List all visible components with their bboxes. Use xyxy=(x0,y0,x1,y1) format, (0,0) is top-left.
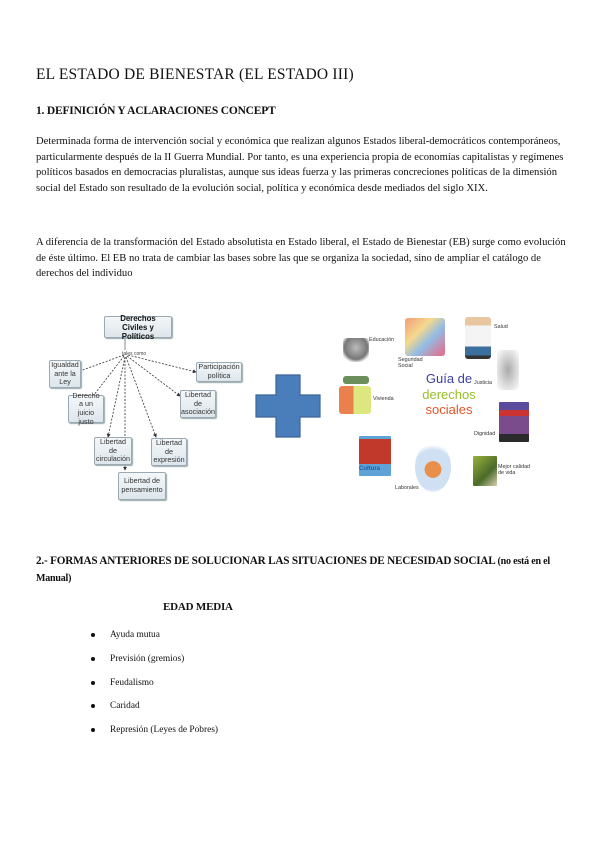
list-item-text: Ayuda mutua xyxy=(110,630,160,640)
section-2-heading xyxy=(36,553,566,587)
housing-illustration xyxy=(339,386,371,414)
justice-scales-illustration xyxy=(497,350,519,390)
bullet-icon xyxy=(91,681,95,685)
concept-node-participacion: Participación política xyxy=(196,362,242,382)
concept-node-circulacion: Libertad de circulación xyxy=(94,437,132,465)
labor-rights-illustration xyxy=(415,442,451,492)
guide-title-line-1: Guía de xyxy=(425,371,473,386)
family-illustration xyxy=(405,318,445,356)
list-item xyxy=(88,697,218,721)
label-seguridad-social: Seguridad Social xyxy=(398,357,423,370)
edad-media-subheading: EDAD MEDIA xyxy=(163,601,233,613)
doctor-illustration xyxy=(465,317,491,359)
label-vivienda: Vivienda xyxy=(373,396,394,402)
list-item xyxy=(88,626,218,650)
list-item xyxy=(88,674,218,698)
label-laborales: Laborales xyxy=(395,485,419,491)
bullet-icon xyxy=(91,704,95,708)
list-item-text: Caridad xyxy=(110,701,140,712)
dignity-poster-image xyxy=(499,402,529,442)
concept-node-pensamiento: Libertad de pensamiento xyxy=(118,472,166,500)
plus-icon xyxy=(255,374,321,438)
list-item-text: Previsión (gremios) xyxy=(110,653,185,664)
list-item-text: Feudalismo xyxy=(110,677,154,688)
concept-node-juicio-justo: Derecho a un juicio justo xyxy=(68,395,104,423)
education-illustration xyxy=(343,338,369,362)
comparison-paragraph: A diferencia de la transformación del Estado absolutista en Estado liberal, el Estado de Bienestar (EB) surge como evolución de éste último. El EB no trata de cambiar las bases sobre las que se organiza la sociedad, sino de ampliar el catálogo de derechos del individuo xyxy=(36,237,566,280)
social-rights-guide-title xyxy=(417,371,481,418)
label-educacion: Educación xyxy=(369,337,395,343)
concept-node-igualdad: Igualdad ante la Ley xyxy=(49,360,81,388)
concept-hub-label: tales como xyxy=(122,351,147,357)
social-rights-collage xyxy=(337,312,537,504)
edad-media-list xyxy=(88,626,218,745)
bullet-icon xyxy=(91,657,95,661)
list-item-text: Represión (Leyes de Pobres) xyxy=(110,725,219,736)
section-2-title: 2.- FORMAS ANTERIORES DE SOLUCIONAR LAS SITUACIONES DE NECESIDAD SOCIAL xyxy=(36,555,495,567)
concept-node-asociacion: Libertad de asociación xyxy=(181,390,215,417)
section-1-heading: 1. DEFINICIÓN Y ACLARACIONES CONCEPT xyxy=(36,105,276,117)
document-title: EL ESTADO DE BIENESTAR (EL ESTADO III) xyxy=(36,66,354,83)
civil-political-rights-concept-map xyxy=(44,310,254,505)
label-cultura: Cultura xyxy=(359,466,380,472)
guide-title-line-2: derechos xyxy=(422,386,476,402)
section-2-note: (no está en el Manual) xyxy=(36,556,550,584)
concept-root-node: Derechos Civiles y Políticos xyxy=(104,316,172,338)
bullet-icon xyxy=(91,633,95,637)
label-dignidad: Dignidad xyxy=(474,431,496,437)
label-justicia: Justicia xyxy=(474,380,492,386)
label-salud: Salud xyxy=(494,324,508,330)
guide-title-line-3: sociales xyxy=(425,402,473,417)
quality-of-life-image xyxy=(473,456,497,486)
concept-node-expresion: Libertad de expresión xyxy=(151,438,187,466)
house-sign-illustration xyxy=(343,376,369,384)
definition-paragraph: Determinada forma de intervención social y económica que realizan algunos Estados liberal-democráticos contemporáneos, particularmente después de la II Guerra Mundial. Por tanto, es una experiencia propia de economías capitalistas y regímenes políticos basados en democracias pluralistas, aunque sus ideas fuerza y las primeras concreciones políticas de la dimensión social del Estado son resultado de la evolución social, política y económica desde mediados del siglo XIX. xyxy=(36,136,564,195)
list-item xyxy=(88,721,218,745)
bullet-icon xyxy=(91,728,95,732)
label-calidad-vida: Mejor calidad de vida xyxy=(498,464,531,477)
list-item xyxy=(88,650,218,674)
